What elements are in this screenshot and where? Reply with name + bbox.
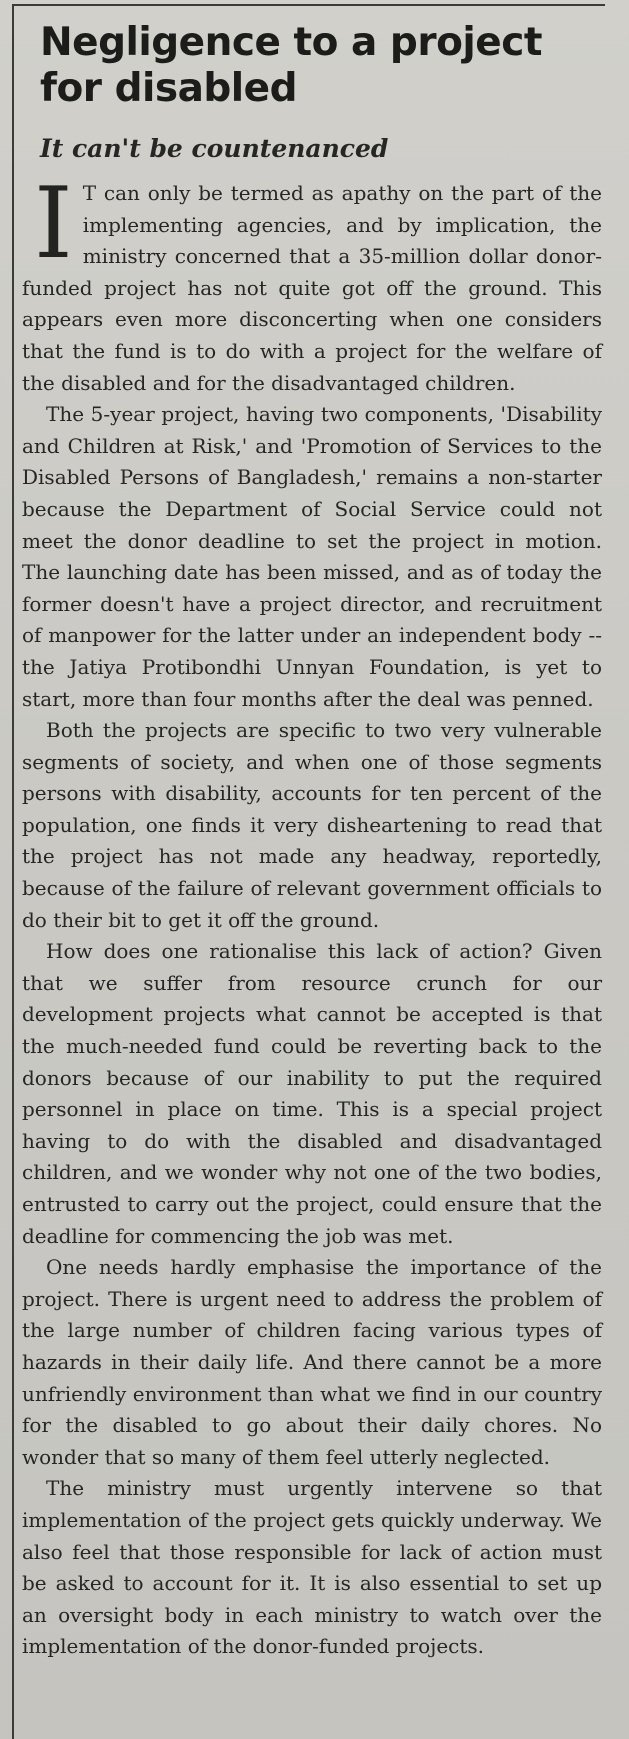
drop-cap: I: [34, 167, 73, 281]
subheadline: It can't be countenanced: [40, 134, 389, 163]
paragraph-3: Both the projects are specific to two very vulnerable segments of society, and when one of those segments persons with disability, accounts for ten percent of the population, one finds it very disheartening to read that the project has not made any headway, reportedly, because of the failure of relevant government officials to do their bit to get it off the ground.: [22, 718, 602, 932]
paragraph-4: How does one rationalise this lack of action? Given that we suffer from resource crunch for our development projects what cannot be accepted is that the much-needed fund could be reverting back to the donors because of our inability to put the required personnel in place on time. This is a special project having to do with the disabled and disadvantaged children, and we wonder why not one of the two bodies, entrusted to carry out the project, could ensure that the deadline for commencing the job was met.: [22, 939, 602, 1248]
paragraph-2: The 5-year project, having two components, 'Disability and Children at Risk,' and 'Promotion of Services to the Disabled Persons of Bangladesh,' remains a non-starter because the Department of Social Service could not meet the donor deadline to set the project in motion. The launching date has been missed, and as of today the former doesn't have a project director, and recruitment of manpower for the latter under an independent body -- the Jatiya Protibondhi Unnyan Foundation, is yet to start, more than four months after the deal was penned.: [22, 402, 602, 711]
article-body: [22, 167, 602, 1663]
paragraph-5: One needs hardly emphasise the importance of the project. There is urgent need to address the problem of the large number of children facing various types of hazards in their daily life. And there cannot be a more unfriendly environment than what we find in our country for the disabled to go about their daily chores. No wonder that so many of them feel utterly neglected.: [22, 1255, 602, 1469]
headline: Negligence to a project for disabled: [40, 20, 542, 111]
left-column-rule: [12, 4, 14, 1739]
paragraph-6: The ministry must urgently intervene so that implementation of the project gets quickly underway. We also feel that those responsible for lack of action must be asked to account for it. It is also essential to set up an oversight body in each ministry to watch over the implementation of the donor-funded projects.: [22, 1476, 602, 1659]
top-rule: [14, 4, 605, 6]
paragraph-1-text: T can only be termed as apathy on the part of the implementing agencies, and by implication, the ministry concerned that a 35-million dollar donor-funded project has not quite got off the ground. This appears even more disconcerting when one considers that the fund is to do with a project for the welfare of the disabled and for the disadvantaged children.: [22, 181, 602, 395]
paragraph-1: [22, 167, 602, 399]
